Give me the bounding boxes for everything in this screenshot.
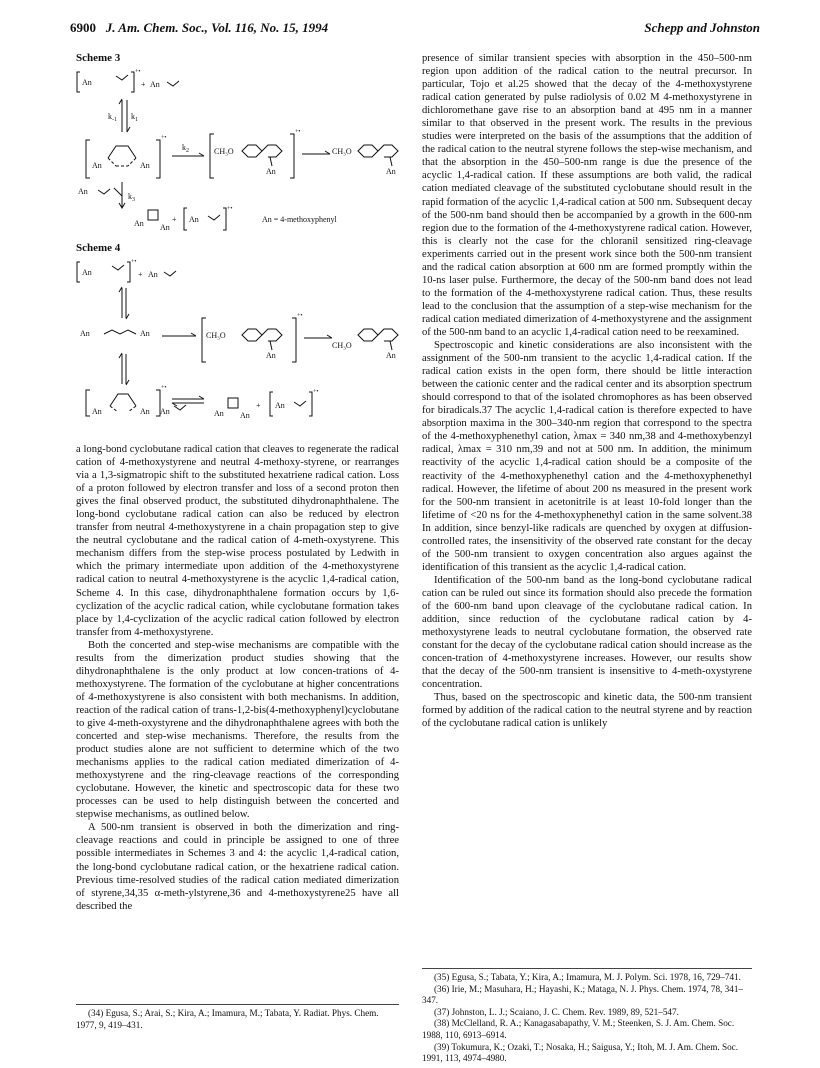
scheme3-charge-4: +• bbox=[227, 206, 233, 212]
paragraph: presence of similar transient species with absorption in the 450–500-nm region upon addition of the radical cation to the neutral precursor. In particular, Tojo et al.25 showed that the decay of the 4-methoxystyrene radical cation generated by pulse radiolysis of 0.02 M 4-methoxystyrene in dichloromethane gave rise to an absorption band at 495 nm in a manner similar to that observed in the present work. The results in the previous studies were interpreted on the basis of the assumptions that the addition of the radical cation to the neutral styrene follows the step-wise mechanism, and that the absorption in the 450–500-nm range is due the presence of the acyclic 1,4-radical cation. If these assumptions are both valid, the radical cation mediated cleavage of the substituted cyclobutane should result in the rapid formation of the acyclic 1,4-radical cation at 500 nm. Subsequent decay of the 500-nm band should then be accompanied by a growth in the 600-nm region due to the formation of the 4-methoxystyrene radical cation. However, this is clearly not the case for the chloranil sensitized ring-cleavage experiments carried out in the present work since both the 500-nm transient and the radical cation absorption at 600 nm are formed promptly within the 10-ns laser pulse. Furthermore, the decay of the 500-nm band does not lead to the formation of the 4-methoxystyrene radical cation. Thus, these results lead to the conclusion that the assumption of a step-wise mechanism for the radical cation mediated dimerization of 4-methoxystyrene and the assignment of the 500-nm band to an acyclic 1,4-radical cation need to be reexamined. bbox=[422, 53, 752, 338]
page-number: 6900 bbox=[70, 20, 96, 35]
left-footnotes bbox=[76, 1008, 399, 1031]
paragraph: a long-bond cyclobutane radical cation that cleaves to regenerate the radical cation of 4-methoxystyrene and neutral 4-methoxy-styrene, or rearranges via a 1,3-sigmatropic shift to the substituted hexatriene radical cation. Loss of a proton followed by electron transfer and loss of a second proton then gives the final observed product, the substituted dihydronaphthalene. The long-bond cyclobutane radical cation can also be reduced by electron transfer from neutral 4-methoxystyrene in a chain propagation step to give the neutral cyclobutane and the radical cation of 4-meth-oxystyrene. This mechanism differs from the step-wise process postulated by Ledwith in which the primary intermediate upon addition of the 4-methoxystyrene radical cation to neutral 4-methoxystyrene is the acyclic 1,4-radical cation, Scheme 4. In this case, dihydronaphthalene formation occurs by 1,6-cyclization of the acyclic radical cation, while cyclobutane formation takes place by 1,4-cyclization of the acyclic radical cation followed by electron transfer from 4-methoxystyrene. bbox=[76, 444, 399, 638]
scheme4-an-3: An bbox=[80, 329, 90, 338]
scheme3-an-9: An bbox=[160, 223, 170, 232]
footnote: (35) Egusa, S.; Tabata, Y.; Kira, A.; Imamura, M. J. Polym. Sci. 1978, 16, 729–741. bbox=[434, 972, 741, 982]
scheme4-an-5: An bbox=[266, 351, 276, 360]
paragraph: Thus, based on the spectroscopic and kinetic data, the 500-nm transient formed by addition of the radical cation to the neutral styrene and by reaction of the cyclobutane radical cation is unlikely bbox=[422, 692, 752, 730]
paragraph: Both the concerted and step-wise mechanisms are compatible with the results from the dimerization product studies showing that the dihydronaphthalene is the only product at low concen-trations of 4-methoxystyrene. The formation of the cyclobutane at higher concentrations of 4-methoxystyrene is also consistent with both mechanisms. In addition, reaction of the radical cation of trans-1,2-bis(4-methoxyphenyl)cyclobutane to give 4-meth-oxystyrene and the dihydronaphthalene agrees with both the concerted and step-wise mechanisms. Therefore, the results from the product studies alone are not sufficient to determine which of the two mechanisms applies to the radical cation mediated dimerization of 4-methoxystyrene and the ring-cleavage reactions of the corresponding cyclobutane. However, the kinetic and spectroscopic data for these two processes can be used to help distinguish between the concerted and stepwise mechanisms, as outlined below. bbox=[76, 639, 399, 821]
scheme3-charge-2: +• bbox=[161, 135, 167, 141]
scheme3-plus-2: + bbox=[172, 215, 177, 224]
scheme4-an-4: An bbox=[140, 329, 150, 338]
scheme-4-title: Scheme 4 bbox=[76, 242, 121, 254]
scheme3-k2: $k_2$ bbox=[182, 143, 189, 154]
scheme3-plus-1: + bbox=[141, 80, 146, 89]
footnote: (36) Irie, M.; Masuhara, H.; Hayashi, K.; Mataga, N. J. Phys. Chem. 1974, 78, 341–347. bbox=[422, 983, 744, 1006]
scheme3-charge-3: +• bbox=[295, 129, 301, 135]
journal-citation: J. Am. Chem. Soc., Vol. 116, No. 15, 1994 bbox=[105, 20, 329, 35]
footnote: (37) Johnston, L. J.; Scaiano, J. C. Chem. Rev. 1989, 89, 521–547. bbox=[434, 1006, 679, 1017]
scheme4-charge-2: +• bbox=[297, 313, 303, 319]
scheme4-charge-1: +• bbox=[131, 259, 137, 265]
scheme-3-title: Scheme 3 bbox=[76, 52, 121, 64]
scheme4-an-8: An bbox=[140, 407, 150, 416]
scheme3-k-minus1: $k_{-1}$ bbox=[108, 112, 117, 123]
scheme3-an-4: An bbox=[140, 161, 150, 170]
footnote: (34) Egusa, S.; Arai, S.; Kira, A.; Imamura, M.; Tabata, Y. Radiat. Phys. Chem. 1977, 9, 419–431. bbox=[76, 1008, 379, 1030]
scheme3-an-2: An bbox=[150, 80, 160, 89]
scheme3-an-8: An bbox=[134, 219, 144, 228]
scheme4-an-9: An bbox=[160, 407, 170, 416]
scheme4-an-2: An bbox=[148, 270, 158, 279]
scheme4-an-11: An bbox=[240, 411, 250, 420]
scheme3-charge-1: +• bbox=[135, 69, 141, 75]
paragraph: A 500-nm transient is observed in both the dimerization and ring-cleavage reactions and could in principle be assigned to one of three possible intermediates in Schemes 3 and 4: the acyclic 1,4-radical cation, the long-bond cyclobutane radical cation, or the hexatriene radical cation. Previous time-resolved studies of the radical cation mediated dimerization of styrene,34,35 α-meth-ylstyrene,36 and 4-methoxystyrene25 have all described the bbox=[76, 822, 399, 912]
scheme4-ch3o-2: CH₃O bbox=[332, 341, 352, 350]
scheme-4-diagram bbox=[76, 256, 406, 436]
scheme3-an-7: An bbox=[78, 187, 88, 196]
scheme-3-diagram bbox=[76, 66, 406, 238]
footnote-divider bbox=[76, 1004, 399, 1005]
left-text-column bbox=[76, 443, 399, 913]
author-names: Schepp and Johnston bbox=[644, 20, 760, 35]
scheme3-k1: $k_1$ bbox=[131, 112, 138, 123]
scheme4-charge-4: +• bbox=[313, 389, 319, 395]
scheme4-plus-1: + bbox=[138, 270, 143, 279]
scheme3-ch3o-1: CH₃O bbox=[214, 147, 234, 156]
scheme3-an-10: An bbox=[189, 215, 199, 224]
scheme3-legend: An = 4-methoxyphenyl bbox=[262, 215, 337, 224]
paragraph: Identification of the 500-nm band as the long-bond cyclobutane radical cation can be ruled out since its formation should also precede the formation of the 600-nm band upon cleavage of the cyclobutane radical cation. In addition, since reduction of the cyclobutane radical cation by 4-methoxystyrene leads to neutral cyclobutane formation, the observed rate constant for the decay of the cyclobutane radical cation should increase as the concen-tration of 4-methoxystyrene increases. However, our results show that the decay of the 500-nm transient is insensitive to 4-meth-oxystyrene concentration. bbox=[422, 574, 752, 691]
footnote: (39) Tokumura, K.; Ozaki, T.; Nosaka, H.; Saigusa, Y.; Itoh, M. J. Am. Chem. Soc. 1991, 113, 4974–4980. bbox=[422, 1041, 739, 1064]
paragraph: Spectroscopic and kinetic considerations are also inconsistent with the assignment of the 500-nm transient to the acyclic 1,4-radical cation. If the radical cation exists in the open form, there should be little interaction between the cationic center and the radical center and its absorption spectrum should correspond to that of the isolated chromophores as has been observed for biradicals.37 The acyclic 1,4-radical cation is therefore expected to have absorption maxima in the 300–340-nm region that correspond to the spectra of the 4-methoxyphenethyl cation, λmax = 340 nm,38 and 4-methoxybenzyl radical, λmax = 310 nm,39 and not at 500 nm. In addition, the minimum reactivity of the acyclic 1,4-radical cation should be a composite of the reactivity of the 4-methoxyphenethyl cation and the 4-methoxyphenethyl radical. However, the lifetime of about 200 ns measured in the present work for the 500-nm transient in acetonitrile is at least 10-fold longer than the lifetime of <20 ns for the 4-methoxyphenethyl cation in the same solvent.38 In addition, since benzyl-like radicals are quenched by oxygen at diffusion-controlled rates, the insensitivity of the observed rate constant for the decay of the 500-nm transient to oxygen concentration also argues against the identification of this transient as the acyclic 1,4-radical cation. bbox=[422, 340, 752, 573]
scheme3-an-1: An bbox=[82, 78, 92, 87]
scheme3-ch3o-2: CH₃O bbox=[332, 147, 352, 156]
scheme4-charge-3: +• bbox=[161, 385, 167, 391]
scheme4-an-7: An bbox=[92, 407, 102, 416]
right-footnotes bbox=[422, 972, 752, 1065]
scheme4-an-12: An bbox=[275, 401, 285, 410]
scheme4-plus-2: + bbox=[256, 401, 261, 410]
footnote: (38) McClelland, R. A.; Kanagasabapathy, V. M.; Steenken, S. J. Am. Chem. Soc. 1988, 110, 6913–6914. bbox=[422, 1018, 735, 1040]
scheme3-an-5: An bbox=[266, 167, 276, 176]
footnote-divider bbox=[422, 968, 752, 969]
scheme4-ch3o-1: CH₃O bbox=[206, 331, 226, 340]
scheme4-an-10: An bbox=[214, 409, 224, 418]
scheme4-an-1: An bbox=[82, 268, 92, 277]
running-header bbox=[70, 20, 760, 38]
right-text-column bbox=[422, 52, 752, 730]
scheme3-k3: $k_3$ bbox=[128, 192, 135, 203]
scheme3-an-6: An bbox=[386, 167, 396, 176]
scheme3-an-3: An bbox=[92, 161, 102, 170]
scheme4-an-6: An bbox=[386, 351, 396, 360]
